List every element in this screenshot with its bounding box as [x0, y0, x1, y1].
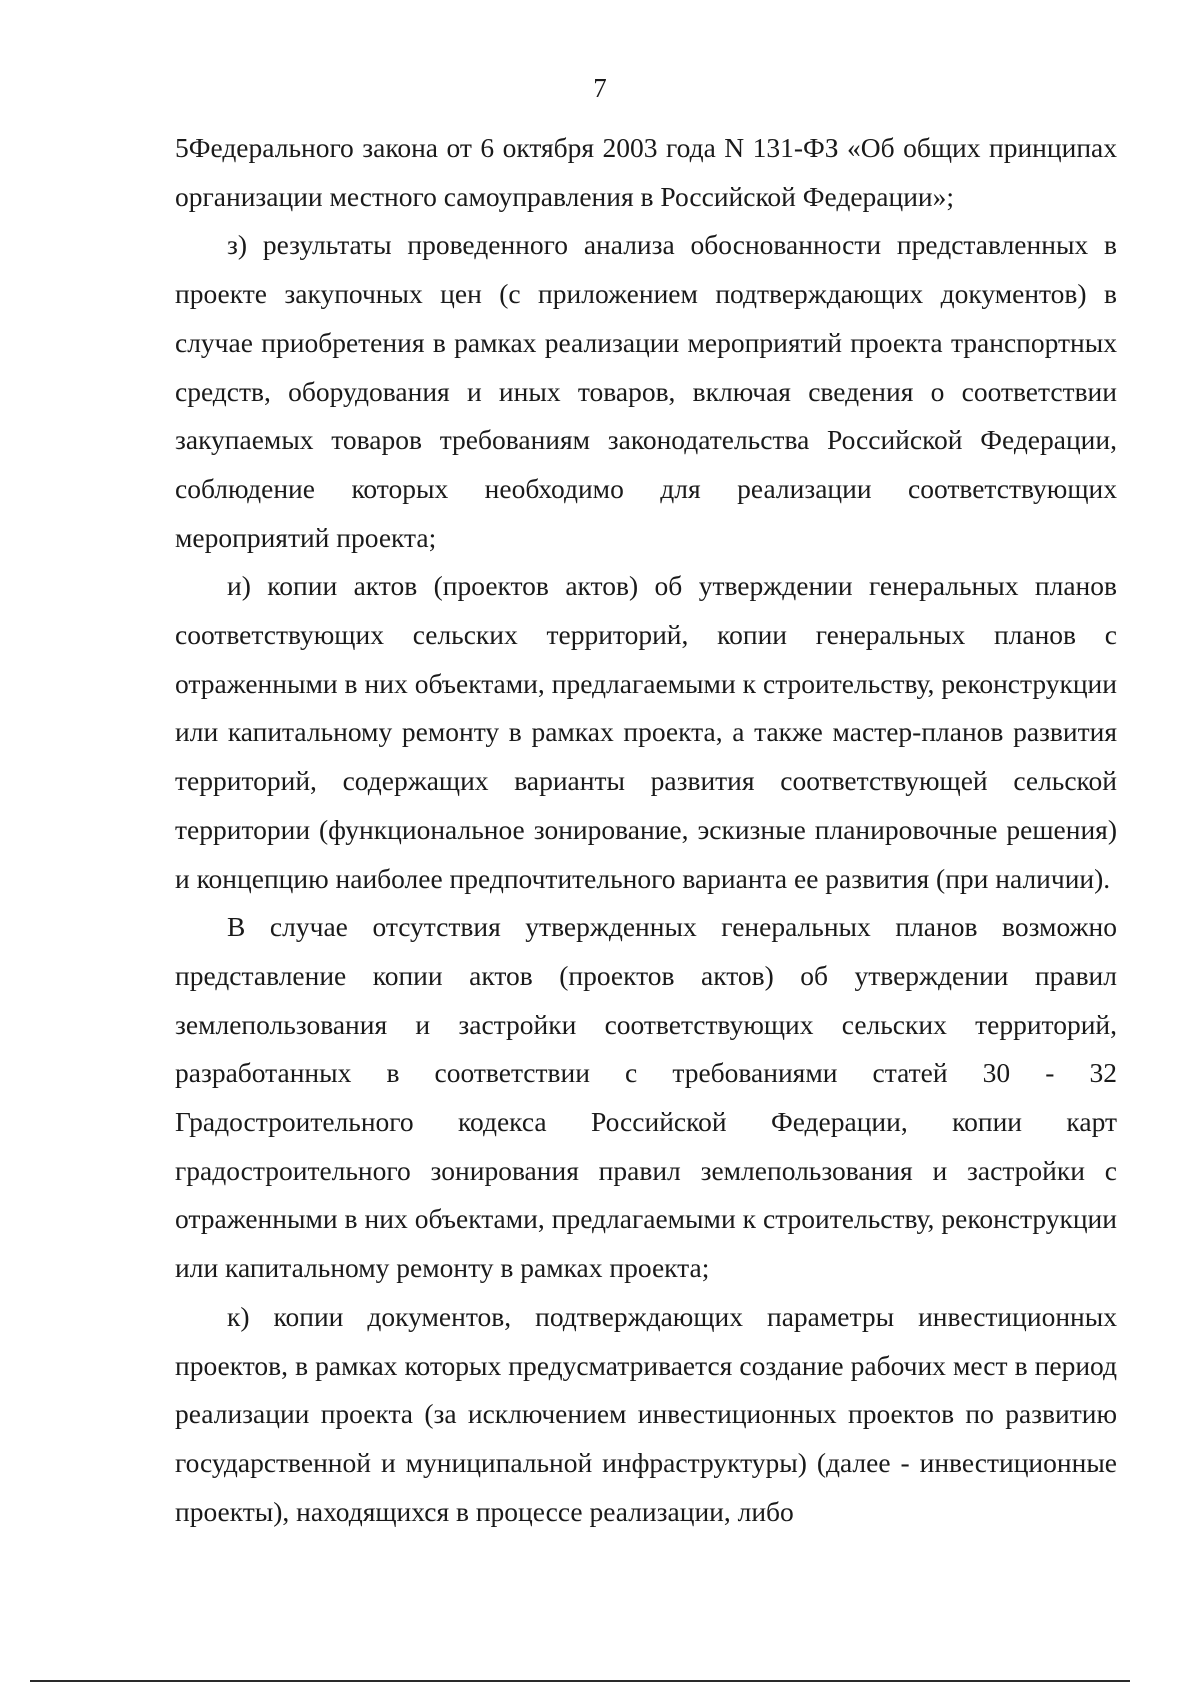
paragraph-item-z: з) результаты проведенного анализа обоснованности представленных в проекте закупочных цен (с приложением подтверждающих документов) в случае приобретения в рамках реализации мероприятий проекта транспортных средств, оборудования и иных товаров, включая сведения о соответствии закупаемых товаров требованиям законодательства Российской Федерации, соблюдение которых необходимо для реализации соответствующих мероприятий проекта;: [175, 229, 1117, 553]
bottom-rule: [30, 1680, 1130, 1682]
paragraph-item-i: и) копии актов (проектов актов) об утверждении генеральных планов соответствующих сельских территорий, копии генеральных планов с отраженными в них объектами, предлагаемыми к строительству, реконструкции или капитальному ремонту в рамках проекта, а также мастер-планов развития территорий, содержащих варианты развития соответствующей сельской территории (функциональное зонирование, эскизные планировочные решения) и концепцию наиболее предпочтительного варианта ее развития (при наличии).: [175, 570, 1117, 894]
paragraph-no-general-plans: В случае отсутствия утвержденных генеральных планов возможно представление копии актов (проектов актов) об утверждении правил землепользования и застройки соответствующих сельских территорий, разработанных в соответствии с требованиями статей 30 - 32 Градостроительного кодекса Российской Федерации, копии карт градостроительного зонирования правил землепользования и застройки с отраженными в них объектами, предлагаемыми к строительству, реконструкции или капитальному ремонту в рамках проекта;: [175, 911, 1117, 1284]
paragraph-item-k: к) копии документов, подтверждающих параметры инвестиционных проектов, в рамках которых предусматривается создание рабочих мест в период реализации проекта (за исключением инвестиционных проектов по развитию государственной и муниципальной инфраструктуры) (далее - инвестиционные проекты), находящихся в процессе реализации, либо: [175, 1300, 1117, 1527]
paragraph-law-reference: 5Федерального закона от 6 октября 2003 года N 131-ФЗ «Об общих принципах организации местного самоуправления в Российской Федерации»;: [175, 132, 1117, 212]
page-number: 7: [593, 73, 607, 103]
document-body: [175, 124, 1117, 1536]
